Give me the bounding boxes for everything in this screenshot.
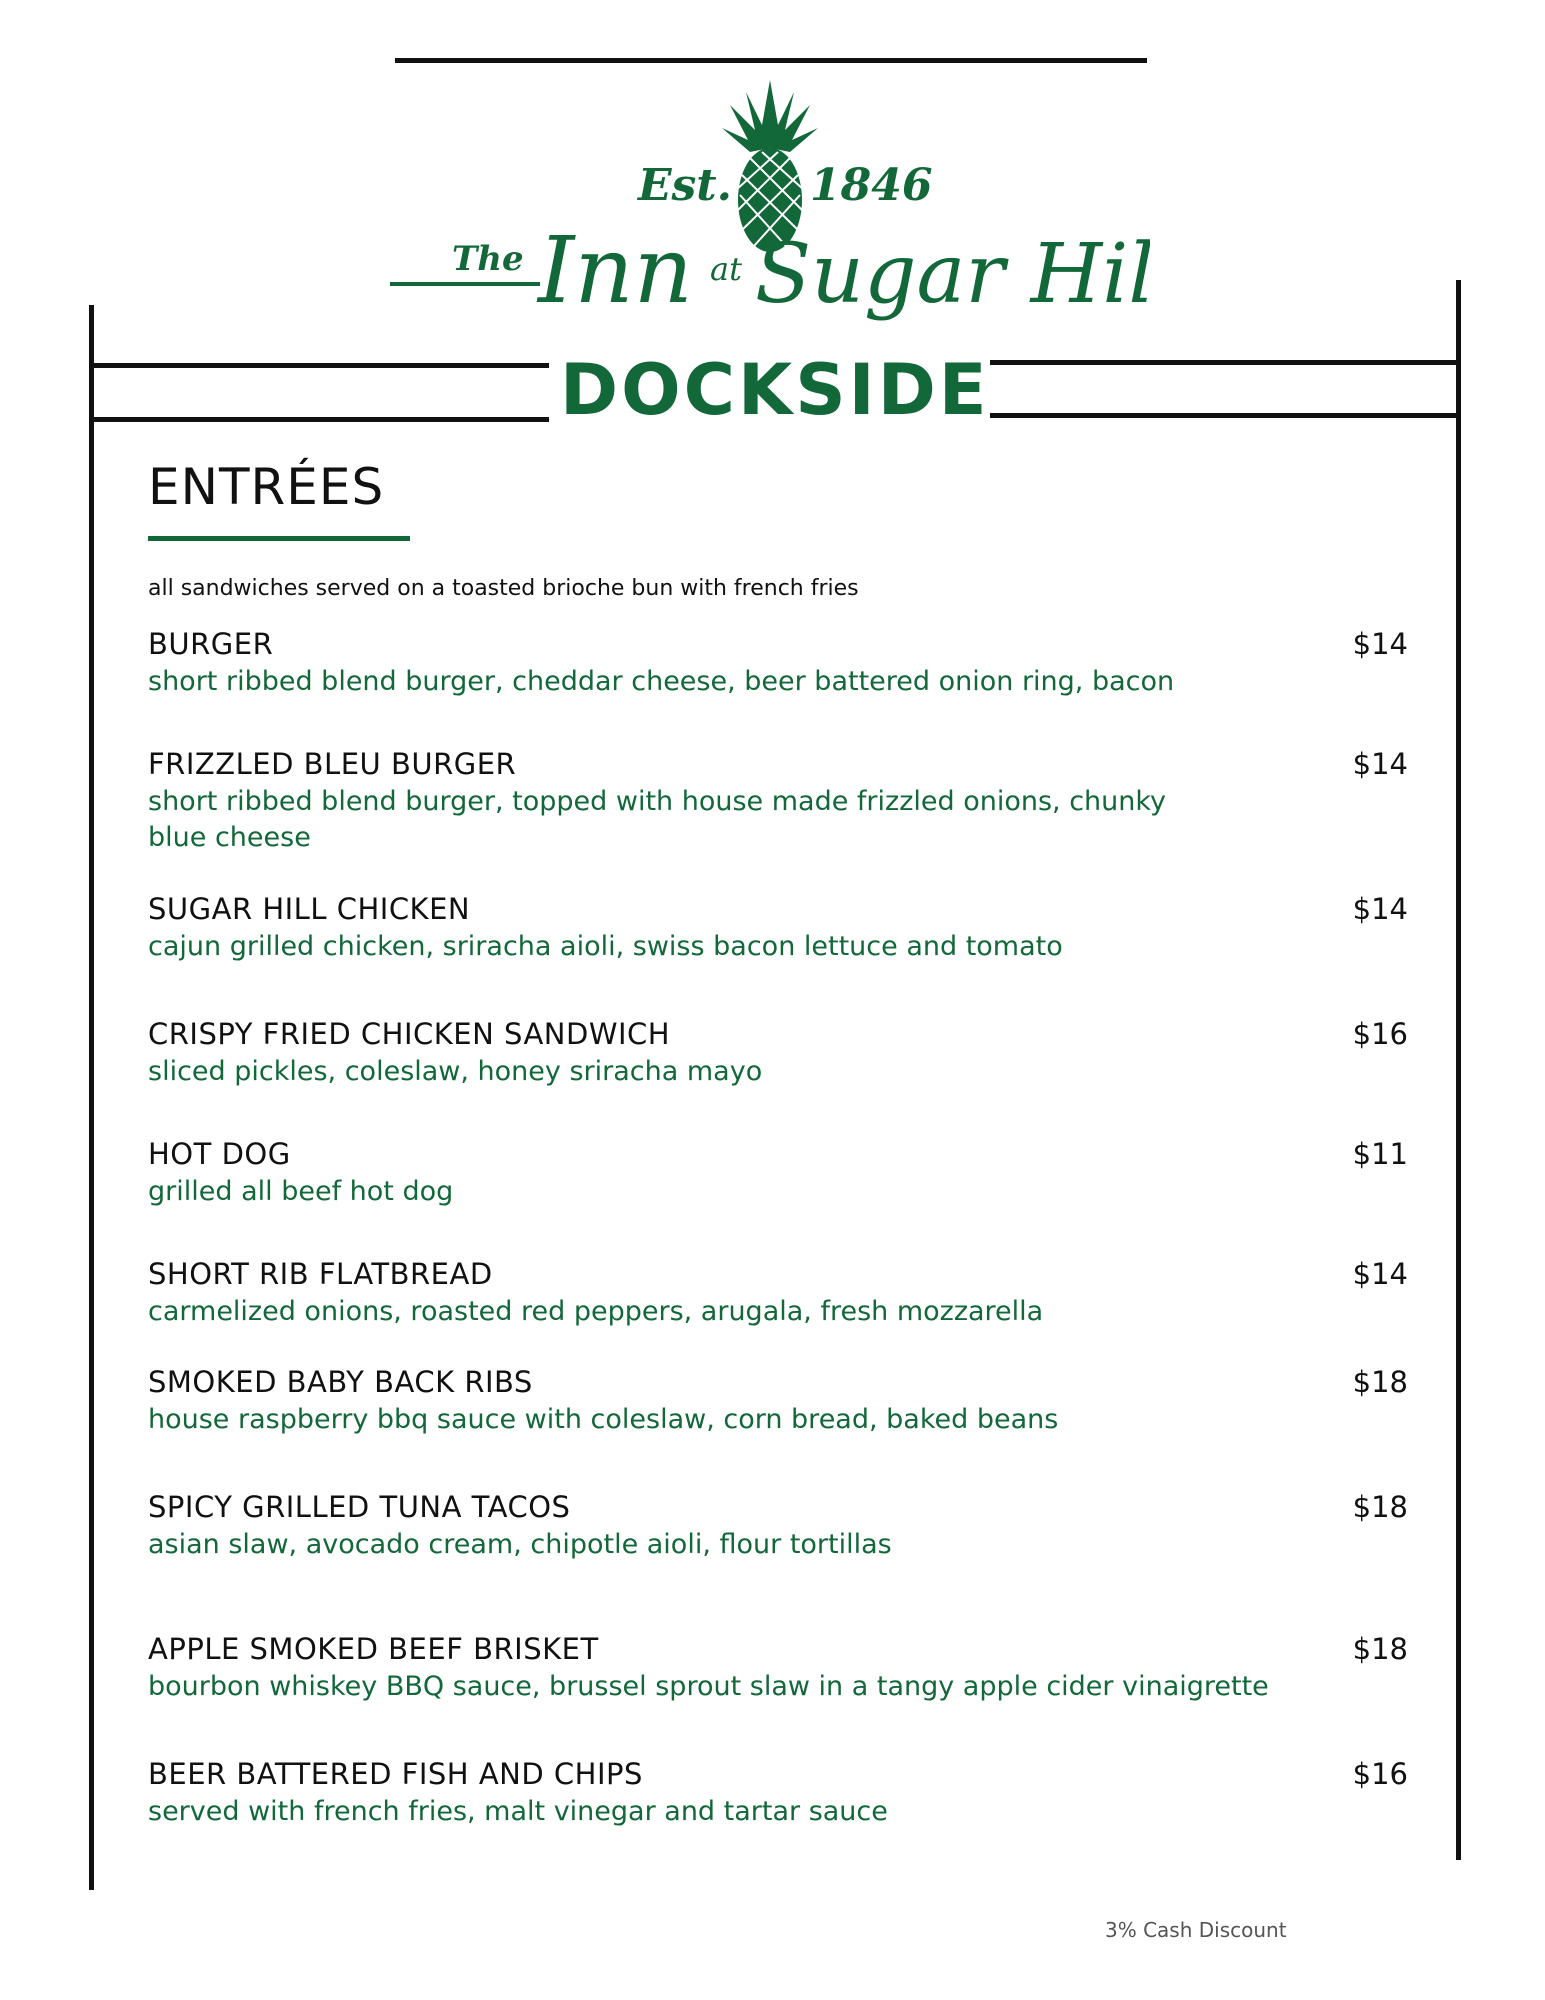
item-name: CRISPY FRIED CHICKEN SANDWICH bbox=[148, 1017, 671, 1051]
menu-item bbox=[148, 889, 1408, 965]
item-price: $16 bbox=[1352, 1017, 1408, 1051]
item-price: $18 bbox=[1352, 1490, 1408, 1524]
menu-item bbox=[148, 1014, 1408, 1090]
inn-label: Inn bbox=[538, 217, 693, 324]
item-price: $14 bbox=[1352, 627, 1408, 661]
item-price: $14 bbox=[1352, 1257, 1408, 1291]
menu-item bbox=[148, 1487, 1408, 1563]
inn-at-sugar-hill-logo bbox=[390, 70, 1150, 370]
left-frame-rule bbox=[89, 305, 94, 1890]
item-name: SHORT RIB FLATBREAD bbox=[148, 1257, 493, 1291]
section-title: ENTRÉES bbox=[148, 458, 385, 516]
item-name: BURGER bbox=[148, 627, 274, 661]
item-name: APPLE SMOKED BEEF BRISKET bbox=[148, 1632, 599, 1666]
item-name: SPICY GRILLED TUNA TACOS bbox=[148, 1490, 571, 1524]
item-name: SUGAR HILL CHICKEN bbox=[148, 892, 471, 926]
item-description: served with french fries, malt vinegar and tartar sauce bbox=[148, 1796, 888, 1827]
menu-item bbox=[148, 1362, 1408, 1438]
item-description: asian slaw, avocado cream, chipotle aioli, flour tortillas bbox=[148, 1529, 892, 1560]
item-description: cajun grilled chicken, sriracha aioli, swiss bacon lettuce and tomato bbox=[148, 931, 1063, 962]
header-right-rule-lower bbox=[990, 413, 1458, 418]
item-description: house raspberry bbq sauce with coleslaw, corn bread, baked beans bbox=[148, 1404, 1059, 1435]
item-name: FRIZZLED BLEU BURGER bbox=[148, 747, 517, 781]
item-description: grilled all beef hot dog bbox=[148, 1176, 454, 1207]
at-label: at bbox=[710, 250, 742, 288]
sugar-hill-label: Sugar Hill bbox=[755, 227, 1150, 322]
dockside-title: DOCKSIDE bbox=[560, 349, 990, 431]
menu-item bbox=[148, 1254, 1408, 1330]
menu-item bbox=[148, 1754, 1408, 1830]
header-left-rule-lower bbox=[89, 417, 549, 422]
item-description: sliced pickles, coleslaw, honey sriracha mayo bbox=[148, 1056, 763, 1087]
right-frame-rule bbox=[1456, 280, 1461, 1860]
item-price: $11 bbox=[1352, 1137, 1408, 1171]
item-name: HOT DOG bbox=[148, 1137, 291, 1171]
menu-item bbox=[148, 744, 1408, 856]
item-price: $14 bbox=[1352, 747, 1408, 781]
item-price: $18 bbox=[1352, 1632, 1408, 1666]
section-note: all sandwiches served on a toasted brioche bun with french fries bbox=[148, 576, 859, 601]
item-price: $18 bbox=[1352, 1365, 1408, 1399]
year-label: 1846 bbox=[810, 160, 933, 211]
item-description: short ribbed blend burger, cheddar cheese, beer battered onion ring, bacon bbox=[148, 666, 1175, 697]
item-price: $14 bbox=[1352, 892, 1408, 926]
menu-item bbox=[148, 1629, 1408, 1705]
item-name: SMOKED BABY BACK RIBS bbox=[148, 1365, 533, 1399]
section-title-underline bbox=[148, 536, 410, 541]
item-name: BEER BATTERED FISH AND CHIPS bbox=[148, 1757, 643, 1791]
item-description: short ribbed blend burger, topped with house made frizzled onions, chunky blue cheese bbox=[148, 786, 1167, 853]
item-description: carmelized onions, roasted red peppers, arugala, fresh mozzarella bbox=[148, 1296, 1044, 1327]
menu-item bbox=[148, 1134, 1408, 1210]
item-price: $16 bbox=[1352, 1757, 1408, 1791]
the-label: The bbox=[452, 239, 524, 279]
item-description: bourbon whiskey BBQ sauce, brussel sprout slaw in a tangy apple cider vinaigrette bbox=[148, 1671, 1269, 1702]
menu-item bbox=[148, 624, 1408, 700]
est-label: Est. bbox=[638, 160, 732, 211]
cash-discount-note: 3% Cash Discount bbox=[1105, 1918, 1287, 1942]
top-rule bbox=[395, 58, 1147, 63]
